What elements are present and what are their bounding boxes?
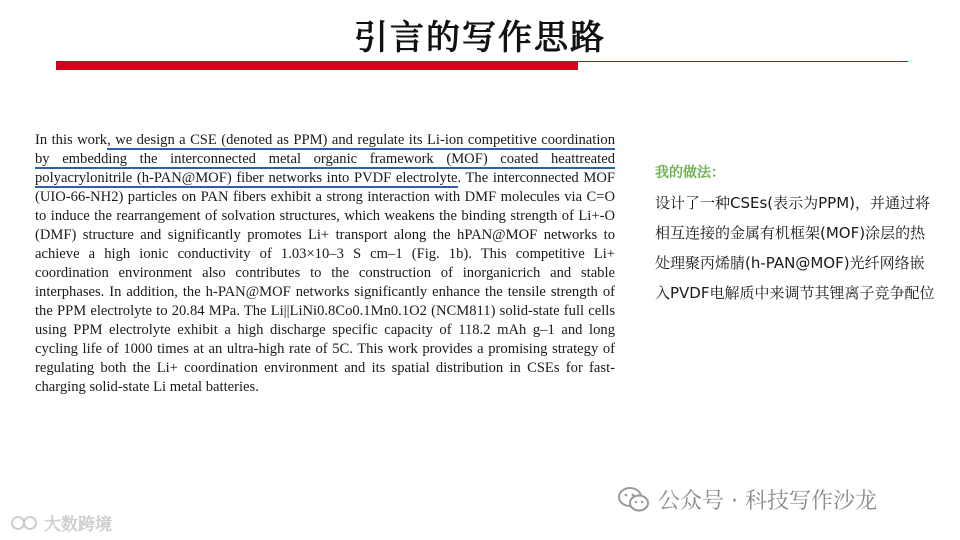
wechat-icon: [618, 486, 650, 514]
title-accent-bar: [56, 61, 578, 70]
note-body: 设计了一种CSEs(表示为PPM)，并通过将相互连接的金属有机框架(MOF)涂层的热处理聚丙烯腈(h-PAN@MOF)光纤网络嵌入PVDF电解质中来调节其锂离子竞争配位: [655, 194, 935, 302]
abstract-highlight: , we design a CSE (denoted as PPM) and regulate its Li-ion competitive coordination by embedding the interconnected metal organic framework (MOF) coated heattreated polyacrylonitrile (h-PAN@MOF) fiber networks into PVDF electrolyte: [35, 132, 615, 186]
watermark-left: [10, 510, 112, 535]
logo-icon: [10, 513, 40, 533]
abstract-rest: . The interconnected MOF (UIO-66-NH2) particles on PAN fibers exhibit a strong interaction with DMF molecules via C=O to induce the rearrangement of solvation structures, which weakens the binding strength of Li+-O (DMF) structure and significantly promotes Li+ transport along the hPAN@MOF networks to achieve a high ionic conductivity of 1.03×10–3 S cm–1 (Fig. 1b). This competitive Li+ coordination environment also contributes to the construction of inorganicrich and stable interphases. In addition, the h-PAN@MOF networks significantly enhance the tensile strength of the PPM electrolyte to 20.84 MPa. The Li||LiNi0.8Co0.1Mn0.1O2 (NCM811) solid-state full cells using PPM electrolyte exhibit a high discharge specific capacity of 118.2 mAh g–1 and long cycling life of 1000 times at an ultra-high rate of 5C. This work provides a promising strategy of regulating both the Li+ coordination environment and its spatial distribution in CSEs for fast-charging solid-state Li metal batteries.: [35, 170, 615, 395]
abstract-paragraph: [35, 131, 615, 397]
title-accent-line: [578, 61, 908, 62]
note-heading: 我的做法：: [655, 165, 725, 181]
abstract-lead: In this work: [35, 132, 108, 148]
watermark-left-text: 大数跨境: [44, 515, 112, 535]
watermark-right: [618, 484, 877, 515]
watermark-right-text: 公众号 · 科技写作沙龙: [658, 489, 877, 514]
slide-title: 引言的写作思路: [354, 18, 606, 58]
